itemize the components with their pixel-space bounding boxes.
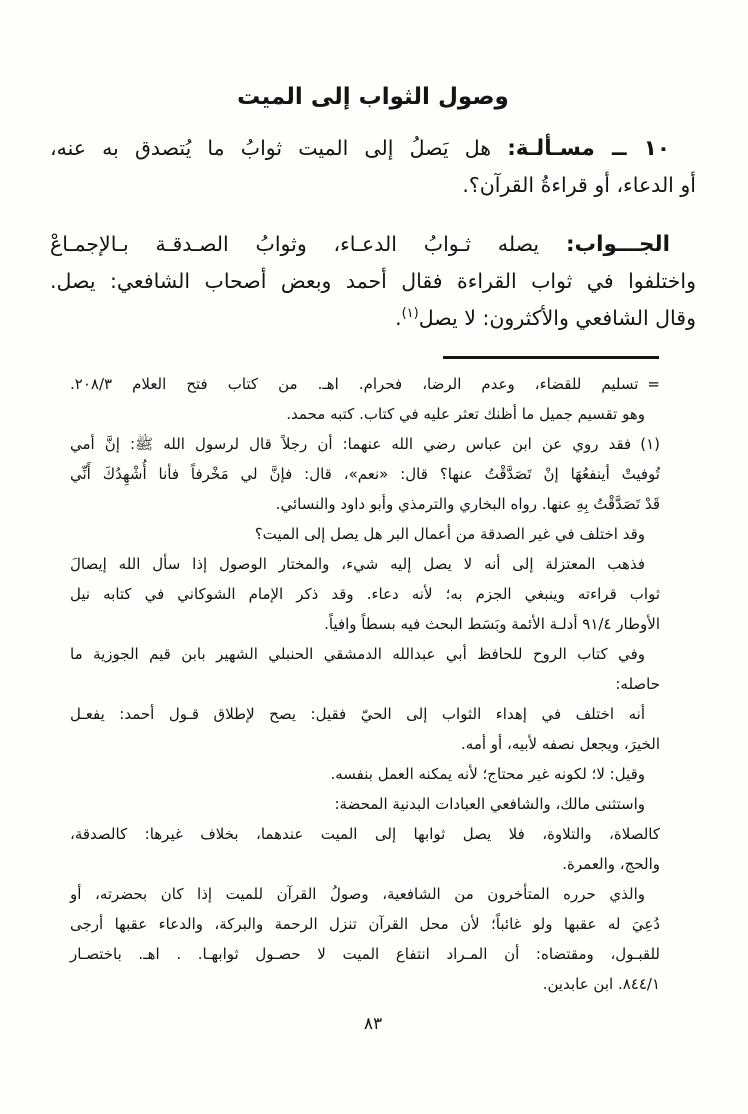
jawab-label: الجـــواب: — [565, 232, 670, 257]
answer-line — [50, 300, 696, 337]
footnote-line: وقد اختلف في غير الصدقة من أعمال البر هل يصل إلى الميت؟ — [254, 525, 645, 543]
page-title: وصول الثواب إلى الميت — [237, 84, 509, 110]
footnote-line: ثواب قراءته وينبغي الجزم به؛ لأنه دعاء. وقد ذكر الإمام الشوكاني في كتابه نيل — [70, 585, 660, 603]
footnote-1-marker: (١) — [640, 435, 660, 453]
footnote-line: وقيل: لا؛ لكونه غير محتاج؛ لأنه يمكنه العمل بنفسه. — [330, 765, 645, 783]
footnote-line: والحج، والعمرة. — [562, 855, 660, 873]
footnote-line: حاصله: — [615, 675, 660, 693]
footnote-line — [70, 369, 660, 399]
answer-text: وقال الشافعي والأكثرون: لا يصل — [418, 306, 696, 330]
footnote-line: فذهب المعتزلة إلى أنه لا يصل إليه شيء، والمختار الوصول إذا سأل الله إيصالَ — [70, 555, 645, 573]
page-number: ٨٣ — [363, 1014, 383, 1034]
footnote-line: قَدْ تَصَدَّقْتُ بِهِ عنها. رواه البخاري والترمذي وأبو داود والنسائي. — [275, 495, 660, 513]
footnote-line: دُعِيَ له عقبها ولو غائباً؛ لأن محل القرآن تنزل الرحمة والبركة، والدعاء عقبها أرجى — [70, 915, 660, 933]
footnote-line: تُوفيتْ أينفعُهَا إنْ تَصَدَّقْتُ عنها؟ قال: «نعم»، قال: فإنَّ لي مَخْرفاً فأنا أُشْهِدُكَ أَنِّي — [70, 465, 660, 483]
footnote-line: الأوطار ٩١/٤ أدلـة الأئمة وبَسَط البحث فيه بسطاً وافياً. — [324, 615, 660, 633]
answer-paragraph — [50, 226, 696, 337]
answer-text: يصله ثـوابُ الدعـاء، وثوابُ الصـدقـة بـالإجمـاعْ — [50, 232, 540, 256]
footnote-line: أنه اختلف في إهداء الثواب إلى الحيّ فقيل: يصح لإطلاق قـول أحمد: يفعـل — [70, 705, 645, 723]
footnote-line — [70, 429, 660, 459]
footnote-separator-rule — [443, 356, 659, 359]
question-text: هل يَصلُ إلى الميت ثوابُ ما يُتصدق به عنه، — [50, 136, 492, 160]
footnotes-block — [70, 369, 660, 999]
footnote-line: للقبـول، ومقتضاه: أن المـراد انتفاع الميت لا حصـول ثوابهـا. . اهـ. باختصـار — [70, 945, 660, 963]
footnote-text: تسليم للقضاء، وعدم الرضا، فحرام. اهـ. من كتاب فتح العلام ٢٠٨/٣. — [70, 375, 639, 393]
footnote-continuation-marker: = — [647, 375, 660, 393]
footnote-text: فقد روي عن ابن عباس رضي الله عنهما: أن رجلاً قال لرسول الله ﷺ: إنَّ أمي — [70, 435, 632, 453]
question-line — [50, 130, 696, 167]
footnote-line: الخيرَ، ويجعل نصفه لأبيه، أو أمه. — [461, 735, 660, 753]
footnote-line: والذي حرره المتأخرون من الشافعية، وصولُ القرآن للميت إذا كان بحضرته، أو — [70, 885, 645, 903]
footnote-line: ٨٤٤/١. ابن عابدين. — [542, 975, 660, 993]
answer-line — [50, 226, 696, 263]
answer-line: واختلفوا في ثواب القراءة فقال أحمد وبعض أصحاب الشافعي: يصل. — [50, 269, 696, 293]
footnote-line: وفي كتاب الروح للحافظ أبي عبدالله الدمشقي الحنبلي الشهير بابن قيم الجوزية ما — [70, 645, 645, 663]
question-line: أو الدعاء، أو قراءةُ القرآن؟. — [462, 173, 696, 197]
masala-label: ١٠ ــ مسـألـة: — [507, 136, 670, 161]
footnote-line: وهو تقسيم جميل ما أظنك تعثر عليه في كتاب. كتبه محمد. — [286, 405, 645, 423]
answer-text: . — [395, 306, 402, 330]
footnote-line: كالصلاة، والتلاوة، فلا يصل ثوابها إلى الميت عندهما، بخلاف غيرها: كالصدقة، — [70, 825, 660, 843]
footnote-line: واستثنى مالك، والشافعي العبادات البدنية المحضة: — [334, 795, 645, 813]
footnote-ref-1: (١) — [401, 306, 419, 322]
question-paragraph — [50, 130, 696, 204]
